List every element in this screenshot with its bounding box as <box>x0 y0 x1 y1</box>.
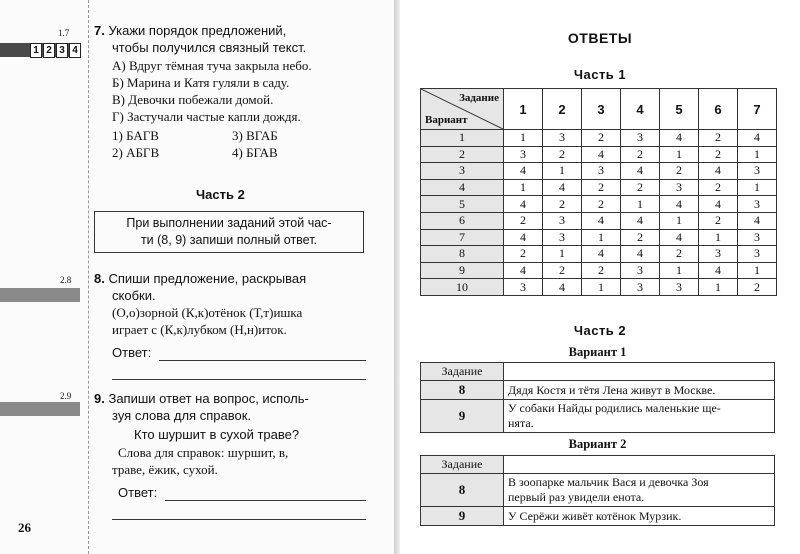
task-prompt: Спиши предложение, раскрывая <box>108 271 307 286</box>
table-cell <box>504 363 775 381</box>
answer-cell: 3 <box>543 212 582 229</box>
list-item: В) Девочки побежали домой. <box>112 92 274 107</box>
task-number: 9. <box>94 391 105 406</box>
answer-cell: 1 <box>504 130 543 147</box>
column-header: 3 <box>582 89 621 130</box>
table-cell <box>504 456 775 474</box>
reference-words: Слова для справок: шуршит, в, <box>118 445 289 460</box>
variant-1-title: Вариант 1 <box>568 345 627 359</box>
variant-cell: 5 <box>421 196 504 213</box>
table-header-row <box>421 363 775 381</box>
variant-cell: 9 <box>421 262 504 279</box>
answer-cell: 1 <box>582 229 621 246</box>
answer-cell: 3 <box>543 229 582 246</box>
answer-text: В зоопарке мальчик Вася и девочка Зоя <box>508 475 709 489</box>
left-page <box>0 0 394 554</box>
answer-cell: 2 <box>582 196 621 213</box>
answer-cell: 4 <box>621 163 660 180</box>
task-prompt: Укажи порядок предложений, <box>108 23 287 38</box>
answer-rule[interactable] <box>165 486 366 501</box>
answer-cell: 4 <box>582 212 621 229</box>
corner-label-variant: Вариант <box>425 114 468 126</box>
variant-cell: 6 <box>421 212 504 229</box>
task-9 <box>94 390 366 520</box>
answer-cell: 1 <box>660 262 699 279</box>
answer-cell: 2 <box>621 146 660 163</box>
skill-bar-3 <box>0 402 80 416</box>
skill-bar-2 <box>0 288 80 302</box>
answer-cell: 2 <box>699 130 738 147</box>
answer-text: Дядя Костя и тётя Лена живут в Москве. <box>508 382 716 397</box>
answer-cell: 4 <box>504 196 543 213</box>
digit-box: 1 <box>30 43 42 58</box>
table-row <box>421 196 777 213</box>
answer-cell: 1 <box>543 163 582 180</box>
answer-option[interactable]: 2) АБГВ <box>112 145 160 160</box>
answer-text: У Серёжи живёт котёнок Мурзик. <box>508 508 682 523</box>
column-header: 1 <box>504 89 543 130</box>
answer-option[interactable]: 1) БАГВ <box>112 128 159 143</box>
answer-rule[interactable] <box>112 501 366 520</box>
corner-label-task: Задание <box>459 92 499 104</box>
answer-options <box>94 127 366 161</box>
answer-field[interactable] <box>94 484 366 501</box>
answer-cell: 4 <box>699 262 738 279</box>
page-number: 26 <box>18 520 31 535</box>
task-sentence: играет с (К,к)лубком (Н,н)иток. <box>112 322 287 337</box>
task-prompt: Запиши ответ на вопрос, исполь- <box>108 391 309 406</box>
answer-cell: 1 <box>738 262 777 279</box>
table-row <box>421 279 777 296</box>
digit-box: 2 <box>43 43 55 58</box>
task-prompt: чтобы получился связный текст. <box>112 40 307 55</box>
variant-cell: 2 <box>421 146 504 163</box>
variant-cell: 10 <box>421 279 504 296</box>
answer-cell: 2 <box>543 262 582 279</box>
answer-text-cell <box>504 381 775 400</box>
answer-cell: 3 <box>582 163 621 180</box>
table-row <box>421 400 775 433</box>
answer-cell: 3 <box>660 279 699 296</box>
table-header-row <box>421 456 775 474</box>
answer-label: Ответ: <box>118 485 158 500</box>
answer-cell: 4 <box>504 163 543 180</box>
digit-box: 4 <box>69 43 81 58</box>
skill-code-3: 2.9 <box>60 391 72 401</box>
answer-cell: 4 <box>738 212 777 229</box>
table-row <box>421 381 775 400</box>
answer-cell: 1 <box>699 229 738 246</box>
answer-cell: 3 <box>504 279 543 296</box>
table-body <box>421 130 777 296</box>
answer-text: первый раз увидели енота. <box>508 490 645 504</box>
variant-cell: 7 <box>421 229 504 246</box>
answer-rule[interactable] <box>159 346 366 361</box>
part-2-heading: Часть 2 <box>196 187 245 202</box>
column-header: Задание <box>421 456 504 474</box>
answer-cell: 3 <box>504 146 543 163</box>
answers-table-part-1 <box>420 88 777 296</box>
answer-cell: 1 <box>582 279 621 296</box>
table-row <box>421 212 777 229</box>
task-7 <box>94 22 366 161</box>
answer-option[interactable]: 4) БГАВ <box>232 145 278 160</box>
page-title: ОТВЕТЫ <box>567 30 633 46</box>
column-header: 2 <box>543 89 582 130</box>
answer-cell: 4 <box>660 196 699 213</box>
task-prompt: зуя слова для справок. <box>112 408 251 423</box>
answer-cell: 3 <box>660 179 699 196</box>
column-header: 4 <box>621 89 660 130</box>
list-item: Б) Марина и Катя гуляли в саду. <box>112 75 290 90</box>
column-header: 7 <box>738 89 777 130</box>
task-number: 8. <box>94 271 105 286</box>
answer-cell: 4 <box>699 196 738 213</box>
table-corner-cell <box>421 89 504 130</box>
answer-cell: 3 <box>738 246 777 263</box>
part-1-heading: Часть 1 <box>573 67 627 82</box>
answer-cell: 2 <box>504 212 543 229</box>
task-sentence: (О,о)зорной (К,к)отёнок (Т,т)ишка <box>112 305 303 320</box>
list-item: Г) Застучали частые капли дождя. <box>112 109 301 124</box>
answer-cell: 3 <box>621 279 660 296</box>
answer-cell: 2 <box>699 146 738 163</box>
table-row <box>421 146 777 163</box>
answer-field[interactable] <box>94 344 366 361</box>
answer-cell: 4 <box>738 130 777 147</box>
answer-cell: 4 <box>621 212 660 229</box>
task-number: 7. <box>94 23 105 38</box>
answer-cell: 1 <box>738 146 777 163</box>
answer-cell: 2 <box>699 179 738 196</box>
answer-cell: 3 <box>738 163 777 180</box>
answer-cell: 3 <box>621 262 660 279</box>
answer-cell: 2 <box>582 262 621 279</box>
answer-cell: 1 <box>699 279 738 296</box>
answer-text-cell <box>504 400 775 433</box>
task-number-cell: 8 <box>421 474 504 507</box>
variant-cell: 4 <box>421 179 504 196</box>
task-question: Кто шуршит в сухой траве? <box>134 427 300 442</box>
column-header: Задание <box>421 363 504 381</box>
answer-cell: 2 <box>582 130 621 147</box>
table-row <box>421 163 777 180</box>
answer-cell: 4 <box>504 262 543 279</box>
answer-cell: 3 <box>738 196 777 213</box>
answer-cell: 2 <box>660 246 699 263</box>
answer-label: Ответ: <box>112 345 152 360</box>
answer-cell: 1 <box>504 179 543 196</box>
answer-cell: 2 <box>582 179 621 196</box>
sentence-list <box>94 57 366 125</box>
answer-cell: 4 <box>543 179 582 196</box>
answer-cell: 4 <box>582 146 621 163</box>
answers-table-variant-2 <box>420 455 775 526</box>
task-8 <box>94 270 366 380</box>
answer-cell: 1 <box>660 212 699 229</box>
answer-cell: 1 <box>738 179 777 196</box>
answer-cell: 1 <box>621 196 660 213</box>
table-row <box>421 130 777 147</box>
column-header: 5 <box>660 89 699 130</box>
digit-box: 3 <box>56 43 68 58</box>
margin-divider <box>88 0 89 554</box>
task-number-cell: 8 <box>421 381 504 400</box>
answer-rule[interactable] <box>112 361 366 380</box>
variant-cell: 3 <box>421 163 504 180</box>
task-prompt: скобки. <box>112 288 156 303</box>
right-page <box>400 0 800 554</box>
part-2-instruction <box>94 211 364 253</box>
answer-digit-boxes <box>30 43 81 58</box>
table-row <box>421 229 777 246</box>
answer-cell: 4 <box>582 246 621 263</box>
table-header-row <box>421 89 777 130</box>
answer-cell: 3 <box>738 229 777 246</box>
answers-table-variant-1 <box>420 362 775 433</box>
answer-cell: 2 <box>621 229 660 246</box>
skill-code-2: 2.8 <box>60 275 72 285</box>
instruction-line: ти (8, 9) запиши полный ответ. <box>140 233 318 247</box>
reference-words: траве, ёжик, сухой. <box>112 462 218 477</box>
variant-2-title: Вариант 2 <box>568 437 627 451</box>
skill-code-1: 1.7 <box>58 28 70 38</box>
answer-cell: 2 <box>621 179 660 196</box>
instruction-line: При выполнении заданий этой час- <box>126 216 332 230</box>
table-row <box>421 474 775 507</box>
variant-cell: 1 <box>421 130 504 147</box>
answer-text: нята. <box>508 416 534 430</box>
answer-cell: 2 <box>699 212 738 229</box>
answer-cell: 4 <box>543 279 582 296</box>
answer-cell: 2 <box>543 196 582 213</box>
answer-cell: 1 <box>543 246 582 263</box>
answer-cell: 2 <box>504 246 543 263</box>
answer-text-cell <box>504 474 775 507</box>
table-row <box>421 507 775 526</box>
answer-cell: 3 <box>699 246 738 263</box>
answer-cell: 4 <box>660 229 699 246</box>
answer-cell: 3 <box>543 130 582 147</box>
answer-cell: 3 <box>621 130 660 147</box>
answer-cell: 2 <box>660 163 699 180</box>
task-number-cell: 9 <box>421 400 504 433</box>
answer-cell: 4 <box>699 163 738 180</box>
list-item: А) Вдруг тёмная туча закрыла небо. <box>112 58 312 73</box>
table-row <box>421 179 777 196</box>
table-row <box>421 262 777 279</box>
variant-cell: 8 <box>421 246 504 263</box>
answer-cell: 2 <box>738 279 777 296</box>
table-row <box>421 246 777 263</box>
task-number-cell: 9 <box>421 507 504 526</box>
answer-cell: 4 <box>504 229 543 246</box>
part-2-answers-heading: Часть 2 <box>573 323 627 338</box>
answer-text: У собаки Найды родились маленькие ще- <box>508 401 721 415</box>
answer-cell: 2 <box>543 146 582 163</box>
answer-cell: 1 <box>660 146 699 163</box>
answer-cell: 4 <box>660 130 699 147</box>
column-header: 6 <box>699 89 738 130</box>
answer-cell: 4 <box>621 246 660 263</box>
answer-option[interactable]: 3) ВГАБ <box>232 128 278 143</box>
answer-text-cell <box>504 507 775 526</box>
